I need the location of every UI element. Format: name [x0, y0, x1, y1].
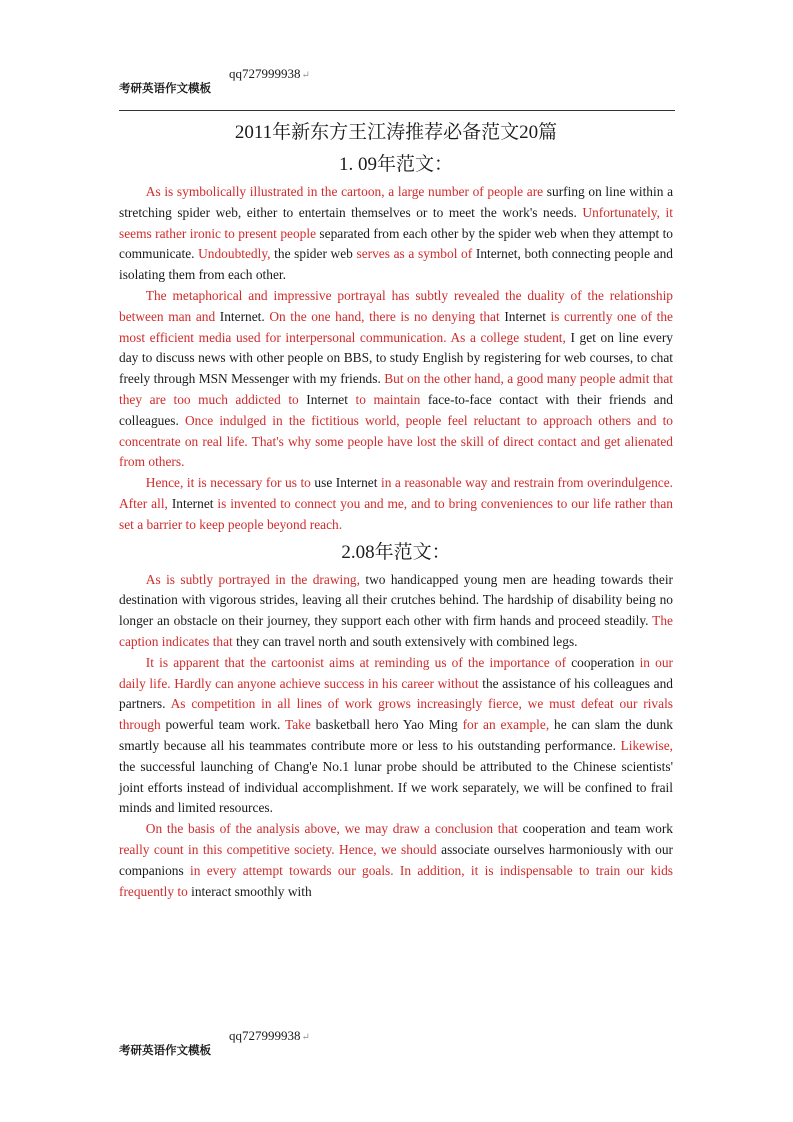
body-text: the successful launching of Chang'e No.1 lunar probe should be attributed to the Chinese scientists' joint efforts instead of individual accomplishment. If we work separately, we will be confined to frail minds and limited resources. [119, 758, 673, 816]
body-text: Internet [298, 391, 356, 407]
footer-label: 考研英语作文模板 [119, 1043, 211, 1057]
paragraph [119, 473, 673, 535]
highlighted-phrase: is currently one of the most efficient media used for interpersonal communication. As a college student, [119, 308, 673, 345]
body-text: Internet [167, 495, 218, 511]
return-mark-icon: ↵ [301, 1032, 310, 1043]
highlighted-phrase: Hence, it is necessary for us to [145, 475, 311, 491]
body-text: two handicapped young men are heading towards their destination with vigorous strides, leaving all their crutches behind. The hardship of disability being no longer an obstacle on their journey, they support each other with firm hands and proceed steadily. [119, 571, 673, 629]
highlighted-phrase: Likewise, [620, 737, 673, 753]
body-text: cooperation [566, 654, 640, 670]
section-2-heading: 2.08年范文： [341, 541, 451, 563]
highlighted-phrase: As is subtly portrayed in the drawing, [145, 571, 360, 587]
return-mark-icon: ↵ [301, 70, 310, 81]
body-text: the assistance of his colleagues and partners. [119, 675, 673, 712]
highlighted-phrase: Undoubtedly, [198, 246, 271, 262]
highlighted-phrase: As competition in all lines of work grows increasingly fierce, we must defeat our rivals through [119, 696, 673, 733]
document-title: 2011年新东方王江涛推荐必备范文20篇 [234, 122, 558, 143]
body-text: use Internet [310, 475, 381, 491]
highlighted-phrase: in a reasonable way and restrain from overindulgence. After all, [119, 475, 674, 511]
highlighted-phrase: As is symbolically illustrated in the cartoon, a large number of people are [145, 184, 544, 199]
highlighted-phrase: in every attempt towards our goals. In addition, it is indispensable to train our kids frequently to [119, 862, 673, 899]
highlighted-phrase: The metaphorical and impressive portrayal has subtly revealed the duality of the relationship between man and [119, 287, 673, 324]
highlighted-phrase: in our daily life. Hardly can anyone achieve success in his career without [119, 654, 673, 691]
highlighted-phrase: to maintain [355, 391, 421, 407]
body-text: powerful team work. [160, 717, 285, 733]
page-header [119, 64, 675, 111]
body-text: the spider web [270, 246, 357, 262]
body-text: associate ourselves harmoniously with our companions [119, 841, 673, 878]
highlighted-phrase: for an example, [462, 717, 550, 733]
section-1-heading: 1. 09年范文： [338, 154, 453, 175]
body-text: I get on line every day to discuss news with other people on BBS, to study English by registering for web courses, to chat freely through MSN Messenger with my friends. [119, 329, 673, 387]
body-text: Internet [499, 308, 551, 324]
paragraph [119, 286, 673, 473]
highlighted-phrase: really count in this competitive society. Hence, we should [119, 841, 437, 857]
body-text: separated from each other by the spider web when they attempt to communicate. [119, 225, 673, 262]
document-body [119, 118, 673, 902]
body-text: they can travel north and south extensively with combined legs. [232, 633, 578, 649]
body-text: surfing on line within a stretching spider web, either to entertain themselves or to meet the work's needs. [119, 184, 674, 220]
header-qq: qq727999938↵ [229, 66, 310, 81]
highlighted-phrase: Once indulged in the fictitious world, people feel reluctant to approach others and to concentrate on real life. That's why some people have lost the skill of direct contact and get alienated from others. [119, 412, 673, 470]
header-label: 考研英语作文模板 [119, 81, 211, 95]
highlighted-phrase: On the basis of the analysis above, we may draw a conclusion that [145, 821, 518, 837]
body-text: Internet. [215, 308, 270, 324]
highlighted-phrase: On the one hand, there is no denying that [269, 308, 500, 324]
body-text: basketball hero Yao Ming [310, 717, 463, 733]
body-text: Internet, both connecting people and isolating them from each other. [119, 246, 673, 283]
paragraph [119, 653, 673, 819]
paragraph [119, 819, 673, 902]
body-text: cooperation and team work [517, 821, 673, 837]
highlighted-phrase: It is apparent that the cartoonist aims at reminding us of the importance of [145, 654, 567, 670]
body-text: face-to-face contact with their friends and colleagues. [119, 391, 673, 428]
highlighted-phrase: Unfortunately, it seems rather ironic to present people [119, 204, 673, 241]
body-text: he can slam the dunk smartly because all his teammates contribute more or less to his outstanding performance. [119, 717, 674, 753]
highlighted-phrase: serves as a symbol of [356, 246, 473, 262]
highlighted-phrase: The caption indicates that [119, 613, 673, 649]
highlighted-phrase: Take [284, 717, 311, 733]
footer-qq: qq727999938↵ [229, 1028, 310, 1043]
section-2-body [119, 570, 673, 903]
paragraph [119, 182, 673, 286]
section-1-body [119, 182, 673, 536]
highlighted-phrase: But on the other hand, a good many people admit that they are too much addicted to [119, 371, 673, 407]
body-text: interact smoothly with [187, 883, 312, 899]
paragraph [119, 570, 673, 653]
page-footer [119, 1026, 675, 1062]
highlighted-phrase: is invented to connect you and me, and to bring conveniences to our life rather than set a barrier to keep people beyond reach. [119, 495, 673, 532]
